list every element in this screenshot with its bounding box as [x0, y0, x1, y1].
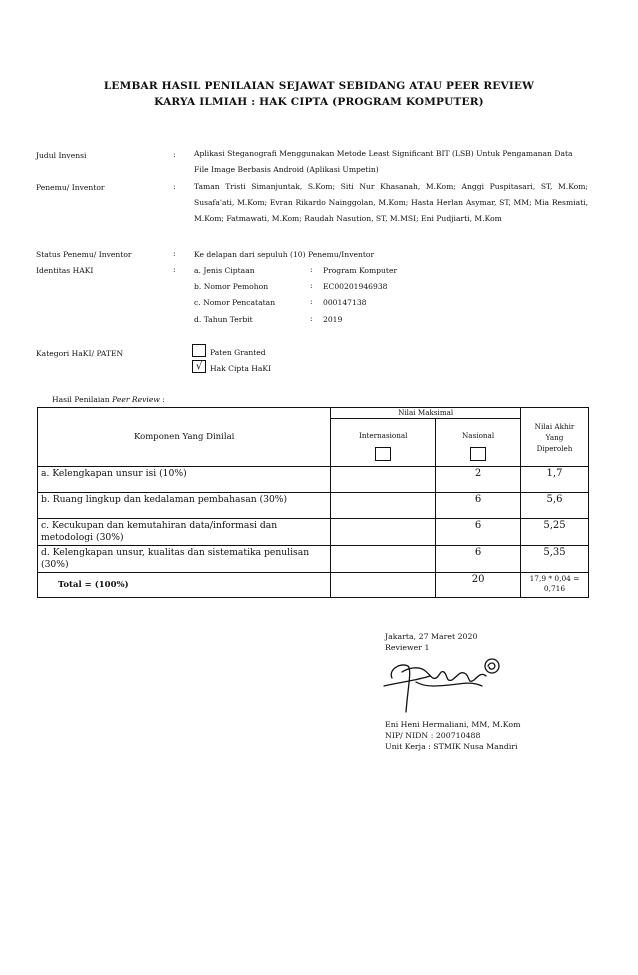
colon: :	[310, 281, 313, 290]
komponen-cell: b. Ruang lingkup dan kedalaman pembahasan (30%)	[38, 493, 331, 519]
colon: :	[310, 265, 313, 274]
identitas-label: Identitas HAKI	[36, 266, 94, 275]
paten-granted-checkbox[interactable]	[192, 344, 206, 357]
colon: :	[310, 314, 313, 323]
status-label: Status Penemu/ Inventor	[36, 250, 132, 259]
identitas-key: b. Nomor Pemohon	[194, 282, 269, 291]
reviewer-unit: Unit Kerja : STMIK Nusa Mandiri	[385, 742, 518, 751]
akhir-cell: 5,35	[521, 546, 589, 573]
komponen-cell: a. Kelengkapan unsur isi (10%)	[38, 467, 331, 493]
sign-role: Reviewer 1	[385, 643, 430, 652]
signature-scribble	[378, 652, 508, 718]
komponen-header: Komponen Yang Dinilai	[38, 408, 331, 467]
identitas-value: 2019	[323, 315, 343, 324]
identitas-value: Program Komputer	[323, 266, 398, 275]
internasional-cell	[331, 546, 436, 573]
internasional-cell	[331, 493, 436, 519]
colon: :	[173, 249, 176, 258]
hak-cipta-checkbox[interactable]: √	[192, 360, 206, 373]
nasional-checkbox[interactable]	[470, 447, 486, 461]
nasional-header: Nasional	[462, 431, 495, 440]
sign-place-date: Jakarta, 27 Maret 2020	[385, 632, 478, 641]
nasional-cell: 2	[436, 467, 521, 493]
colon: :	[310, 297, 313, 306]
total-nasional: 20	[436, 573, 521, 598]
penemu-value: Taman Tristi Simanjuntak, S.Kom; Siti Nur Khasanah, M.Kom; Anggi Puspitasari, ST, M.Kom; Susafa'ati, M.Kom; Evran Rikardo Nainggolan, M.Kom; Hasta Herlan Asymar, ST, MM; Mia Resmiati, M.Kom; Fatmawati, M.Kom; Raudah Nasution, ST, M.MSI; Eni Pudjiarti, M.Kom	[194, 182, 588, 223]
results-caption	[52, 394, 165, 405]
hak-cipta-label: Hak Cipta HaKI	[210, 364, 272, 373]
caption-em: Peer Review	[112, 395, 160, 404]
identitas-value: 000147138	[323, 298, 367, 307]
nasional-header-cell	[436, 419, 521, 467]
table-row	[38, 519, 589, 546]
nilai-maks-header: Nilai Maksimal	[331, 408, 521, 419]
akhir-cell: 5,6	[521, 493, 589, 519]
table-row	[38, 546, 589, 573]
caption-suffix: :	[159, 395, 165, 404]
total-internasional	[331, 573, 436, 598]
page-subtitle: KARYA ILMIAH : HAK CIPTA (PROGRAM KOMPUTER)	[154, 96, 484, 108]
judul-value: Aplikasi Steganografi Menggunakan Metode Least Significant BIT (LSB) Untuk Pengamanan Data File Image Berbasis Android (Aplikasi Umpetin)	[194, 149, 573, 174]
identitas-value: EC00201946938	[323, 282, 388, 291]
identitas-key: a. Jenis Ciptaan	[194, 266, 255, 275]
internasional-cell	[331, 519, 436, 546]
colon: :	[173, 265, 176, 274]
internasional-header: Internasional	[358, 431, 408, 440]
identitas-key: d. Tahun Terbit	[194, 315, 253, 324]
colon: :	[173, 182, 176, 191]
reviewer-name: Eni Heni Hermaliani, MM, M.Kom	[385, 720, 521, 729]
nasional-cell: 6	[436, 493, 521, 519]
table-row	[38, 467, 589, 493]
table-row	[38, 493, 589, 519]
total-row	[38, 573, 589, 598]
nasional-cell: 6	[436, 519, 521, 546]
internasional-header-cell	[331, 419, 436, 467]
internasional-cell	[331, 467, 436, 493]
kategori-label: Kategori HaKI/ PATEN	[36, 349, 124, 358]
total-akhir: 17,9 * 0,04 = 0,716	[521, 573, 589, 598]
caption-prefix: Hasil Penilaian	[52, 395, 113, 404]
results-table	[37, 407, 589, 598]
akhir-cell: 5,25	[521, 519, 589, 546]
reviewer-nip: NIP/ NIDN : 200710488	[385, 731, 481, 740]
identitas-key: c. Nomor Pencatatan	[194, 298, 276, 307]
penemu-label: Penemu/ Inventor	[36, 183, 105, 192]
nilai-akhir-header: Nilai Akhir Yang Diperoleh	[521, 408, 589, 467]
komponen-cell: c. Kecukupan dan kemutahiran data/informasi dan metodologi (30%)	[38, 519, 331, 546]
paten-granted-label: Paten Granted	[210, 348, 266, 357]
nasional-cell: 6	[436, 546, 521, 573]
judul-label: Judul Invensi	[36, 151, 87, 160]
internasional-checkbox[interactable]	[375, 447, 391, 461]
status-value: Ke delapan dari sepuluh (10) Penemu/Inventor	[194, 250, 375, 259]
akhir-cell: 1,7	[521, 467, 589, 493]
colon: :	[173, 150, 176, 159]
page-title: LEMBAR HASIL PENILAIAN SEJAWAT SEBIDANG ATAU PEER REVIEW	[103, 80, 535, 92]
komponen-cell: d. Kelengkapan unsur, kualitas dan sistematika penulisan (30%)	[38, 546, 331, 573]
total-label: Total = (100%)	[38, 573, 331, 598]
